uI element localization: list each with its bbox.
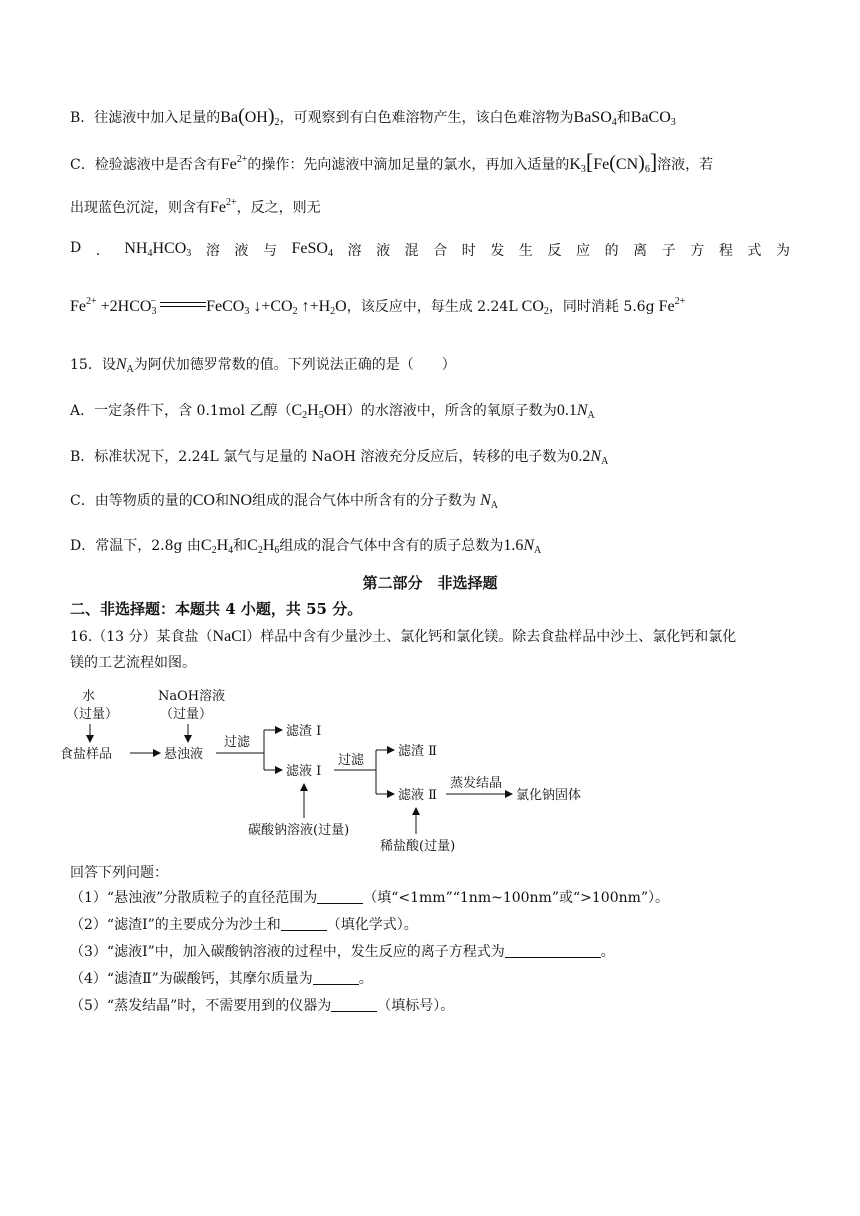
char: 应 bbox=[576, 243, 591, 259]
q15-option-d bbox=[70, 535, 541, 556]
label-evap: 蒸发结晶 bbox=[450, 776, 503, 791]
formula-c2h6: $C_2H_6$ bbox=[247, 537, 280, 556]
text: D．常温下，2.8g 由 bbox=[70, 538, 201, 554]
char: 发 bbox=[490, 243, 505, 259]
text: C．检验滤液中是否含有 bbox=[70, 157, 221, 173]
q14-option-d bbox=[70, 240, 790, 260]
char: 液 bbox=[376, 243, 391, 259]
text: 和 bbox=[214, 493, 229, 509]
formula-baco3: BaCO$_3$ bbox=[630, 109, 676, 128]
part-title: 第二部分 非选择题 bbox=[362, 574, 498, 592]
answer-blank[interactable] bbox=[331, 999, 377, 1012]
formula-nh4hco3: $NH_4HCO_3$ bbox=[124, 240, 192, 259]
label-filtrate1: 滤液 Ⅰ bbox=[286, 764, 322, 779]
char: 的 bbox=[604, 243, 619, 259]
text: A．一定条件下，含 0.1mol 乙醇（ bbox=[70, 403, 292, 419]
label-naoh: NaOH溶液 bbox=[158, 689, 226, 704]
value: $0.2N_A$ bbox=[570, 448, 609, 467]
char: 合 bbox=[433, 243, 448, 259]
text: 组成的混合气体中含有的质子总数为 bbox=[279, 538, 504, 554]
text: ，同时消耗 5.6g bbox=[548, 299, 655, 315]
ionic-equation-line bbox=[70, 296, 685, 317]
answer-blank[interactable] bbox=[505, 945, 601, 958]
label-na2co3: 碳酸钠溶液(过量) bbox=[248, 823, 350, 838]
text: 出现蓝色沉淀，则含有 bbox=[70, 200, 210, 216]
formula-k3fecn6: $K_3[Fe(CN)_6]$ bbox=[569, 149, 658, 175]
text: 组成的混合气体中所含有的分子数为 bbox=[252, 493, 477, 509]
label-sample: 食盐样品 bbox=[60, 747, 113, 762]
formula-baoh2: $Ba(OH)_2$ bbox=[220, 105, 280, 128]
q16-sub2 bbox=[70, 914, 418, 934]
q16-stem-line2: 镁的工艺流程如图。 bbox=[70, 655, 196, 671]
char: 子 bbox=[661, 243, 676, 259]
ion-fe2plus: $Fe^{2+}$ bbox=[210, 197, 237, 216]
char: 程 bbox=[718, 243, 733, 259]
char: 为 bbox=[775, 243, 790, 259]
char: 与 bbox=[262, 243, 277, 259]
number: 0.2 bbox=[570, 448, 591, 465]
answer-intro: 回答下列问题： bbox=[70, 865, 168, 881]
q15-option-a bbox=[70, 400, 595, 421]
char: 溶 bbox=[347, 243, 362, 259]
formula-co2: $CO_2$ bbox=[517, 298, 549, 317]
answer-blank[interactable] bbox=[281, 918, 327, 931]
text: ，反之，则无 bbox=[236, 200, 321, 216]
text: 和 bbox=[233, 538, 248, 554]
label-excess: （过量） bbox=[160, 707, 213, 722]
text: （填标号）。 bbox=[377, 998, 455, 1014]
text: B．标准状况下，2.24L 氯气与足量的 NaOH 溶液充分反应后，转移的电子数为 bbox=[70, 449, 571, 465]
value: $0.1N_A$ bbox=[556, 402, 595, 421]
q14-option-c-line2 bbox=[70, 197, 321, 217]
text: C．由等物质的量的 bbox=[70, 493, 193, 509]
text: ，可观察到有白色难溶物产生，该白色难溶物为 bbox=[279, 110, 574, 126]
char: 离 bbox=[633, 243, 648, 259]
formula-baso4: BaSO$_4$ bbox=[573, 109, 617, 128]
q16-sub4 bbox=[70, 968, 373, 988]
text: （3）“滤液Ⅰ”中，加入碳酸钠溶液的过程中，发生反应的离子方程式为 bbox=[70, 944, 505, 960]
text: 。 bbox=[358, 971, 373, 987]
label-hcl: 稀盐酸(过量) bbox=[380, 839, 456, 854]
formula-nacl: NaCl bbox=[212, 628, 247, 645]
text: ． bbox=[95, 243, 110, 259]
q16-sub1 bbox=[70, 887, 669, 907]
text: ，该反应中，每生成 2.24L bbox=[346, 299, 518, 315]
char: 溶 bbox=[205, 243, 220, 259]
label-residue2: 滤渣 Ⅱ bbox=[398, 744, 437, 759]
question-number: 15．设 bbox=[70, 357, 116, 373]
label-residue1: 滤渣 Ⅰ bbox=[286, 724, 322, 739]
char: 反 bbox=[547, 243, 562, 259]
char: 式 bbox=[747, 243, 762, 259]
option-letter: D bbox=[70, 240, 82, 256]
formula-c2h4: $C_2H_4$ bbox=[200, 537, 234, 556]
number: 1.6 bbox=[503, 537, 524, 554]
text: 的操作：先向滤液中滴加足量的氯水，再加入适量的 bbox=[247, 157, 570, 173]
formula-co: CO bbox=[192, 492, 215, 509]
formula-c2h5oh: $C_2H_5OH$ bbox=[291, 402, 347, 421]
label-filter: 过滤 bbox=[224, 735, 251, 750]
q14-option-c bbox=[70, 149, 713, 175]
q14-option-b bbox=[70, 105, 676, 128]
number: 0.1 bbox=[556, 402, 577, 419]
formula-no: NO bbox=[228, 492, 253, 509]
ion-fe2plus: $Fe^{2+}$ bbox=[654, 296, 686, 315]
symbol-na: $N_A$ bbox=[115, 356, 134, 375]
text: 和 bbox=[616, 110, 631, 126]
label-water: 水 bbox=[82, 689, 96, 704]
char: 生 bbox=[518, 243, 533, 259]
char: 混 bbox=[404, 243, 419, 259]
label-product: 氯化钠固体 bbox=[516, 788, 582, 803]
ion-fe2plus: $Fe^{2+}$ bbox=[220, 154, 248, 173]
text: ）的水溶液中，所含的氧原子数为 bbox=[346, 403, 557, 419]
q16-stem bbox=[70, 626, 736, 646]
q15-option-b bbox=[70, 446, 608, 467]
q16-sub5 bbox=[70, 995, 454, 1015]
text: 。 bbox=[600, 944, 615, 960]
text: （2）“滤渣Ⅰ”的主要成分为沙土和 bbox=[70, 917, 281, 933]
formula-feso4: FeSO$_4$ bbox=[291, 240, 333, 259]
label-filter: 过滤 bbox=[338, 753, 365, 768]
process-flowchart bbox=[60, 684, 620, 854]
label-suspension: 悬浊液 bbox=[164, 747, 204, 762]
char: 液 bbox=[234, 243, 249, 259]
q16-sub3 bbox=[70, 941, 615, 961]
symbol-na: $N_A$ bbox=[480, 492, 498, 511]
text: B．往滤液中加入足量的 bbox=[70, 110, 221, 126]
text: （5）“蒸发结晶”时，不需要用到的仪器为 bbox=[70, 998, 332, 1014]
text: （填化学式）。 bbox=[326, 917, 418, 933]
text: 溶液，若 bbox=[657, 157, 714, 173]
label-filtrate2: 滤液 Ⅱ bbox=[398, 788, 437, 803]
q15-stem bbox=[70, 354, 456, 375]
value: $1.6N_A$ bbox=[503, 537, 542, 556]
ionic-equation: $Fe^{2+} +2HCO_3^-$ FeCO$_3$ $↓+CO_2$ $↑+H_2O$ bbox=[70, 296, 347, 317]
q15-option-c bbox=[70, 490, 498, 511]
label-excess: （过量） bbox=[66, 707, 119, 722]
text: （4）“滤渣Ⅱ”为碳酸钙，其摩尔质量为 bbox=[70, 971, 313, 987]
text: 为阿伏加德罗常数的值。下列说法正确的是（ ） bbox=[133, 357, 456, 373]
text: （1）“悬浊液”分散质粒子的直径范围为 bbox=[70, 890, 318, 906]
char: 方 bbox=[690, 243, 705, 259]
answer-blank[interactable] bbox=[317, 891, 363, 904]
section-heading: 二、非选择题：本题共 4 小题，共 55 分。 bbox=[70, 600, 363, 618]
text: ）样品中含有少量沙土、氯化钙和氯化镁。除去食盐样品中沙土、氯化钙和氯化 bbox=[246, 629, 737, 645]
text: （填“<1mm”“1nm~100nm”或“>100nm”）。 bbox=[363, 890, 670, 906]
char: 时 bbox=[461, 243, 476, 259]
answer-blank[interactable] bbox=[313, 972, 359, 985]
text: 16.（13 分）某食盐（ bbox=[70, 629, 213, 645]
